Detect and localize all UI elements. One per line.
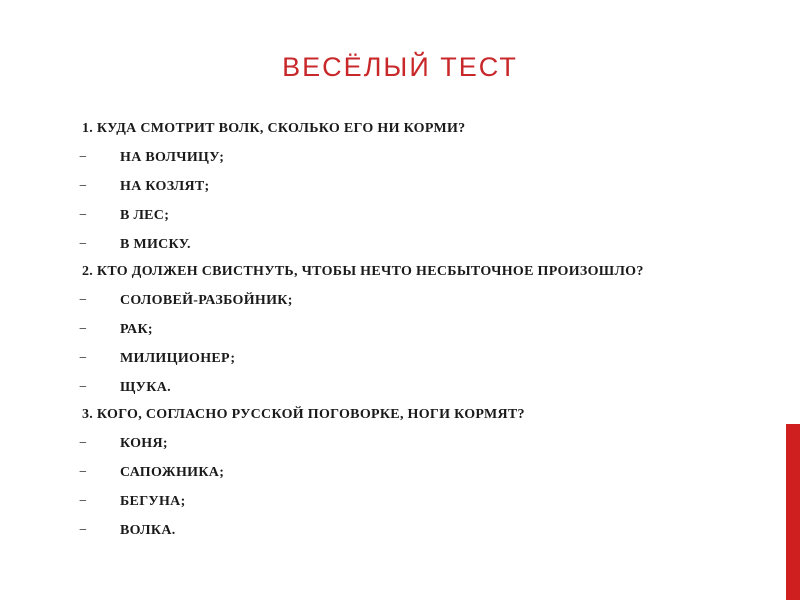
answer-text: НА ВОЛЧИЦУ; [120,150,225,165]
dash-bullet-icon: − [79,150,88,165]
question-text: 3. КОГО, СОГЛАСНО РУССКОЙ ПОГОВОРКЕ, НОГИ КОРМЯТ? [82,407,525,422]
dash-bullet-icon: − [79,293,88,308]
dash-bullet-icon: − [79,436,88,451]
dash-bullet-icon: − [79,179,88,194]
dash-bullet-icon: − [79,237,88,252]
question-block [79,405,722,540]
dash-bullet-icon: − [79,208,88,223]
answer-list [79,434,722,540]
answer-item [79,291,722,310]
answer-list [79,148,722,254]
answer-item [79,492,722,511]
answer-text: ЩУКА. [120,380,171,395]
answer-text: РАК; [120,322,153,337]
answer-item [79,177,722,196]
answer-text: КОНЯ; [120,436,168,451]
answer-text: СОЛОВЕЙ-РАЗБОЙНИК; [120,293,293,308]
dash-bullet-icon: − [79,351,88,366]
slide-title: ВЕСЁЛЫЙ ТЕСТ [282,52,518,82]
answer-text: НА КОЗЛЯТ; [120,179,210,194]
answer-text: ВОЛКА. [120,523,176,538]
question-block [79,262,722,397]
dash-bullet-icon: − [79,494,88,509]
answer-list [79,291,722,397]
dash-bullet-icon: − [79,322,88,337]
dash-bullet-icon: − [79,465,88,480]
answer-item [79,320,722,339]
answer-text: МИЛИЦИОНЕР; [120,351,236,366]
dash-bullet-icon: − [79,380,88,395]
answer-item [79,378,722,397]
answer-text: БЕГУНА; [120,494,186,509]
answer-item [79,148,722,167]
dash-bullet-icon: − [79,523,88,538]
answer-item [79,521,722,540]
question-text: 2. КТО ДОЛЖЕН СВИСТНУТЬ, ЧТОБЫ НЕЧТО НЕСБЫТОЧНОЕ ПРОИЗОШЛО? [82,264,644,279]
answer-item [79,434,722,453]
answer-text: В ЛЕС; [120,208,170,223]
answer-text: САПОЖНИКА; [120,465,225,480]
question-text: 1. КУДА СМОТРИТ ВОЛК, СКОЛЬКО ЕГО НИ КОРМИ? [82,121,466,136]
answer-item [79,463,722,482]
quiz-content [79,119,722,540]
answer-item [79,206,722,225]
question-block [79,119,722,254]
answer-text: В МИСКУ. [120,237,191,252]
answer-item [79,235,722,254]
answer-item [79,349,722,368]
accent-bar [786,424,800,600]
